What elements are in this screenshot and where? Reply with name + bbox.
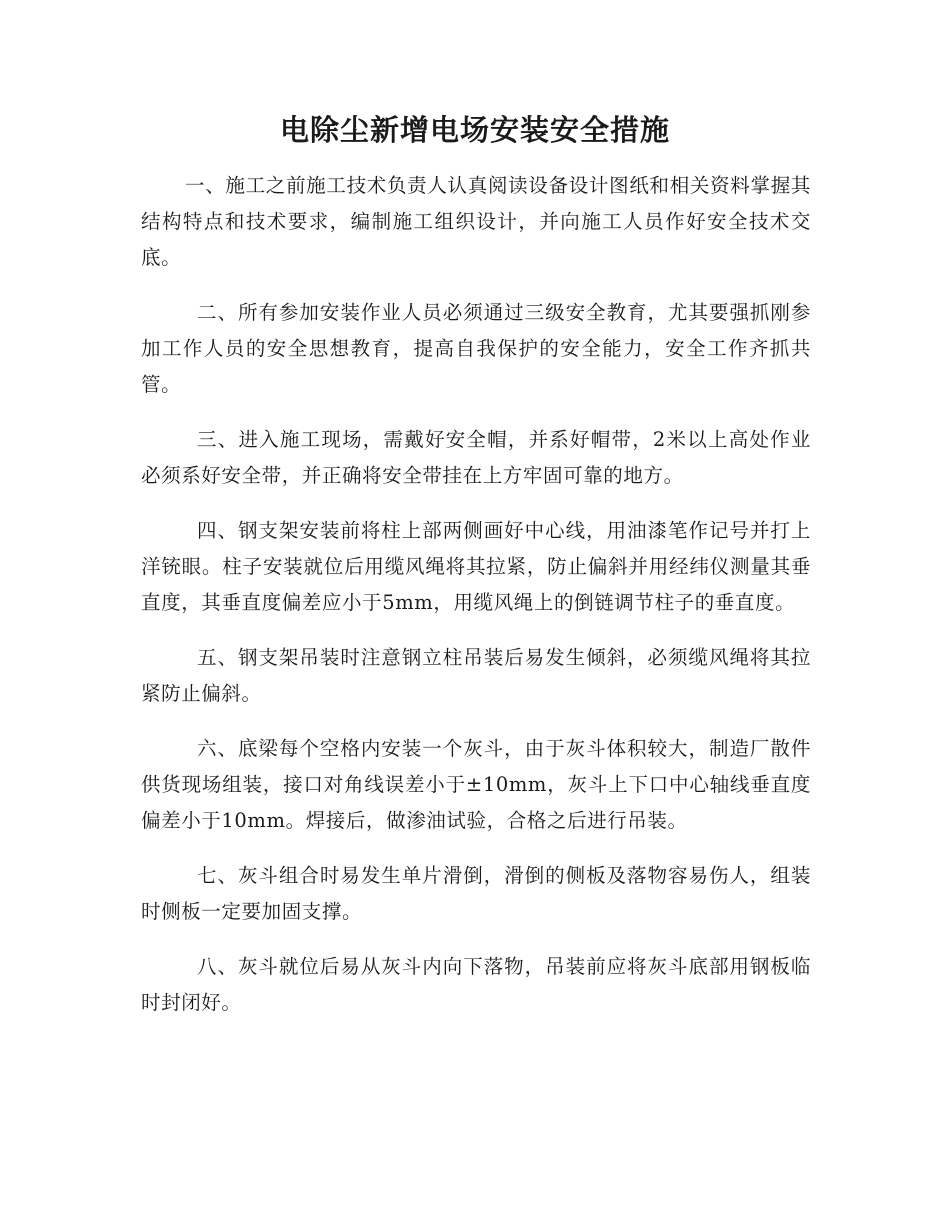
paragraph-5: 五、钢支架吊装时注意钢立柱吊装后易发生倾斜，必须缆风绳将其拉紧防止偏斜。 (141, 646, 811, 705)
paragraph-1: 一、施工之前施工技术负责人认真阅读设备设计图纸和相关资料掌握其结构特点和技术要求，编制施工组织设计，并向施工人员作好安全技术交底。 (141, 174, 811, 269)
document-body (141, 168, 811, 1040)
paragraph-6: 六、底梁每个空格内安装一个灰斗，由于灰斗体积较大，制造厂散件供货现场组装，接口对角线误差小于±10mm，灰斗上下口中心轴线垂直度偏差小于10mm。焊接后，做渗油试验，合格之后进行吊装。 (141, 737, 811, 832)
paragraph-4: 四、钢支架安装前将柱上部两侧画好中心线，用油漆笔作记号并打上洋铳眼。柱子安装就位后用缆风绳将其拉紧，防止偏斜并用经纬仪测量其垂直度，其垂直度偏差应小于5mm，用缆风绳上的倒链调节柱子的垂直度。 (141, 519, 811, 614)
document-title: 电除尘新增电场安装安全措施 (279, 113, 670, 147)
paragraph-3: 三、进入施工现场，需戴好安全帽，并系好帽带，2米以上高处作业必须系好安全带，并正确将安全带挂在上方牢固可靠的地方。 (141, 428, 811, 487)
paragraph-2: 二、所有参加安装作业人员必须通过三级安全教育，尤其要强抓刚参加工作人员的安全思想教育，提高自我保护的安全能力，安全工作齐抓共管。 (141, 301, 811, 396)
paragraph-8: 八、灰斗就位后易从灰斗内向下落物，吊装前应将灰斗底部用钢板临时封闭好。 (141, 955, 811, 1014)
paragraph-7: 七、灰斗组合时易发生单片滑倒，滑倒的侧板及落物容易伤人，组装时侧板一定要加固支撑。 (141, 864, 811, 923)
